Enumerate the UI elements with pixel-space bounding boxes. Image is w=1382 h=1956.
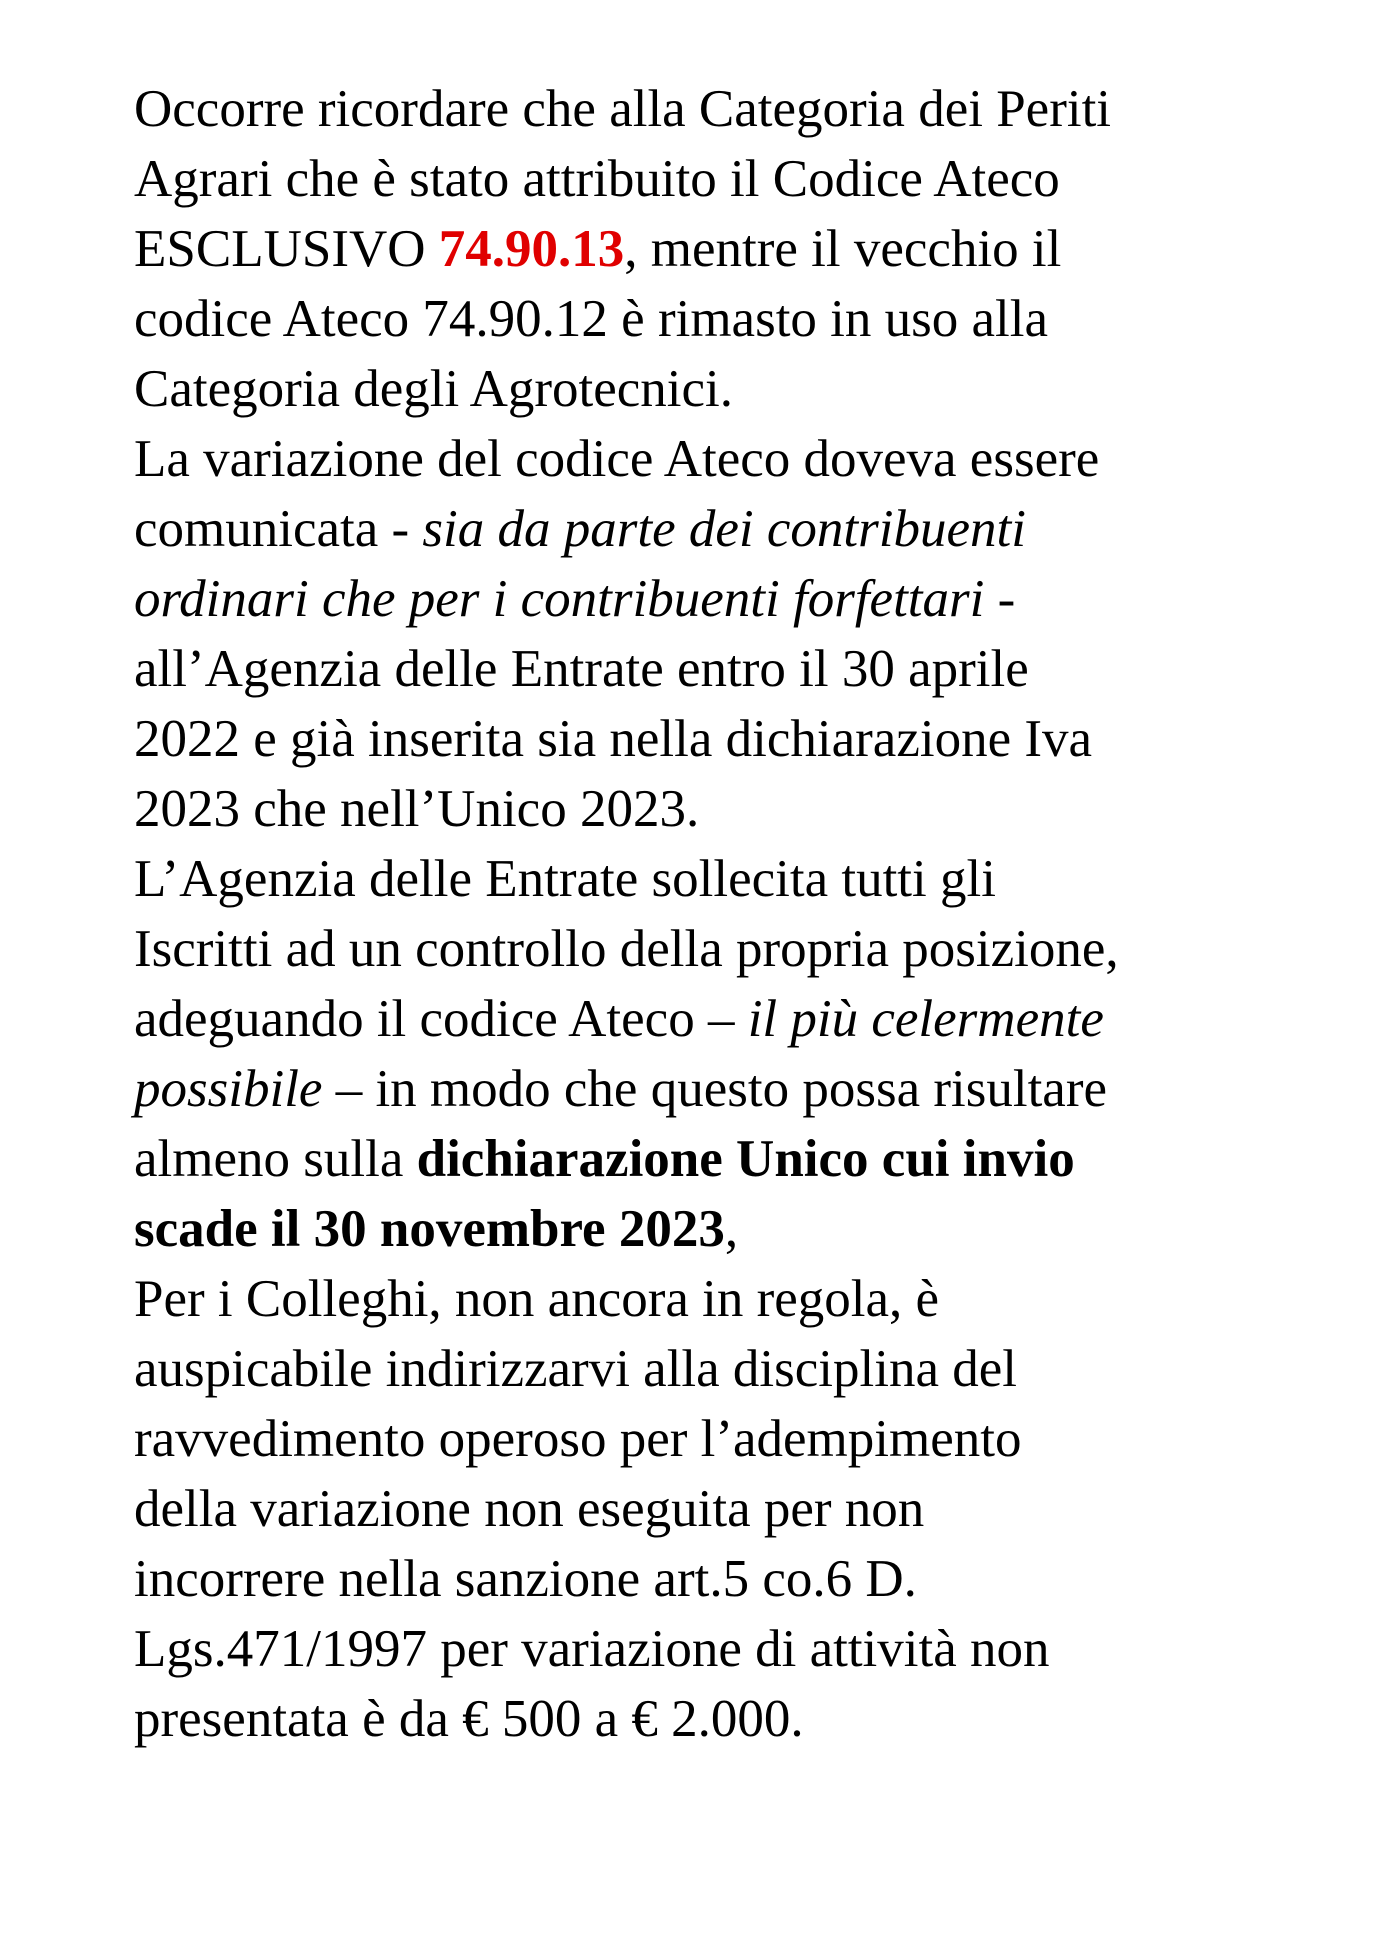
text-line <box>134 774 1119 844</box>
text-line <box>134 634 1119 704</box>
text-segment: scade il 30 novembre 2023 <box>134 1200 725 1258</box>
text-segment: ordinari che per i contribuenti forfettari <box>134 570 985 628</box>
ateco-code-highlight: 74.90.13 <box>438 220 625 278</box>
text-segment: 2022 e già inserita sia nella dichiarazione Iva <box>134 710 1093 768</box>
text-line <box>134 1404 1119 1474</box>
text-segment: , <box>724 1200 739 1258</box>
text-line <box>134 74 1119 144</box>
text-line <box>134 354 1119 424</box>
text-line <box>134 1124 1119 1194</box>
text-segment: - <box>984 570 1016 628</box>
text-segment: Per i Colleghi, non ancora in regola, è <box>134 1270 940 1328</box>
text-segment: L’Agenzia delle Entrate sollecita tutti gli <box>134 850 996 908</box>
text-segment: auspicabile indirizzarvi alla disciplina del <box>134 1340 1017 1398</box>
text-segment: dichiarazione Unico cui invio <box>416 1130 1075 1188</box>
text-segment: sia da parte dei contribuenti <box>422 500 1026 558</box>
text-line <box>134 494 1119 564</box>
text-segment: almeno sulla <box>134 1130 417 1188</box>
text-line <box>134 704 1119 774</box>
text-line <box>134 1334 1119 1404</box>
text-segment: adeguando il codice Ateco – <box>134 990 748 1048</box>
text-line <box>134 144 1119 214</box>
text-segment: Iscritti ad un controllo della propria posizione, <box>134 920 1119 978</box>
text-line <box>134 984 1119 1054</box>
text-line <box>134 844 1119 914</box>
text-segment: incorrere nella sanzione art.5 co.6 D. <box>134 1550 917 1608</box>
text-segment: codice Ateco 74.90.12 è rimasto in uso alla <box>134 290 1049 348</box>
text-line <box>134 1054 1119 1124</box>
text-line <box>134 284 1119 354</box>
text-segment: possibile <box>134 1060 323 1118</box>
text-segment: Lgs.471/1997 per variazione di attività non <box>134 1620 1050 1678</box>
text-segment: Occorre ricordare che alla Categoria dei Periti <box>134 80 1112 138</box>
text-segment: Categoria degli Agrotecnici. <box>134 360 733 418</box>
text-line <box>134 1614 1119 1684</box>
text-segment: , mentre il vecchio il <box>624 220 1062 278</box>
text-line <box>134 424 1119 494</box>
text-line <box>134 1264 1119 1334</box>
text-line <box>134 564 1119 634</box>
text-segment: 2023 che nell’Unico 2023. <box>134 780 700 838</box>
text-segment: comunicata - <box>134 500 423 558</box>
text-line <box>134 914 1119 984</box>
text-segment: ESCLUSIVO <box>134 220 439 278</box>
text-segment: all’Agenzia delle Entrate entro il 30 aprile <box>134 640 1029 698</box>
text-line <box>134 214 1119 284</box>
text-segment: della variazione non eseguita per non <box>134 1480 925 1538</box>
text-segment: presentata è da € 500 a € 2.000. <box>134 1690 804 1748</box>
text-segment: La variazione del codice Ateco doveva essere <box>134 430 1100 488</box>
text-line <box>134 1194 1119 1264</box>
text-segment: – in modo che questo possa risultare <box>322 1060 1107 1118</box>
text-line <box>134 1474 1119 1544</box>
text-line <box>134 1684 1119 1754</box>
text-line <box>134 1544 1119 1614</box>
text-segment: Agrari che è stato attribuito il Codice Ateco <box>134 150 1060 208</box>
document-body <box>134 74 1119 1754</box>
text-segment: il più celermente <box>747 990 1104 1048</box>
text-segment: ravvedimento operoso per l’adempimento <box>134 1410 1022 1468</box>
